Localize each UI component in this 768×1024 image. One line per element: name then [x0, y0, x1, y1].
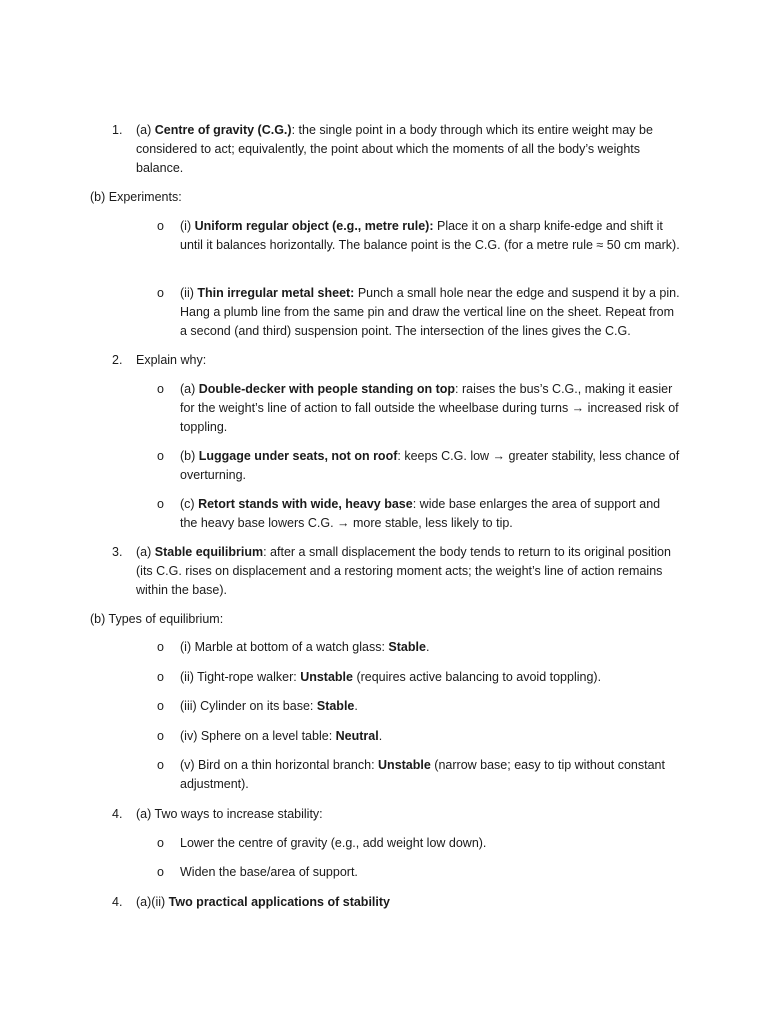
text-body: : raises the bus’s C.G., making it easier for the weight’s line of action to fall outside the wheelbase during turns → increased risk of toppling.: [180, 382, 679, 434]
bullet-text: [180, 638, 680, 657]
bold-term: Unstable: [378, 758, 431, 772]
text-prefix: (i): [180, 219, 195, 233]
text-body: .: [354, 699, 358, 713]
text-prefix: (iii) Cylinder on its base:: [180, 699, 317, 713]
bullet-marker: o: [157, 729, 164, 743]
bold-term: Stable: [388, 640, 426, 654]
section-label-types: (b) Types of equilibrium:: [90, 612, 224, 626]
bold-term: Thin irregular metal sheet:: [197, 286, 355, 300]
bullet-marker: o: [157, 219, 164, 233]
bullet-text: [180, 727, 680, 746]
bold-term: Double-decker with people standing on top: [198, 382, 456, 396]
bullet-marker: o: [157, 670, 164, 684]
bullet-text: Widen the base/area of support.: [180, 865, 358, 879]
bullet-marker: o: [157, 497, 164, 511]
text-body: Punch a small hole near the edge and suspend it by a pin. Hang a plumb line from the same pin and draw the vertical line on the sheet. Repeat from a second (and third) suspension point. The intersection of the lines gives the C.G.: [180, 286, 680, 338]
bold-term: Two practical applications of stability: [168, 895, 390, 909]
text-body: .: [425, 640, 430, 654]
bullet-text: [180, 697, 680, 716]
list-number: 4.: [112, 807, 123, 821]
bullet-marker: o: [157, 286, 164, 300]
bold-term: Neutral: [335, 729, 379, 743]
bold-term: Luggage under seats, not on roof: [198, 449, 398, 463]
section-label-experiments: (b) Experiments:: [90, 190, 182, 204]
text-body: : the single point in a body through which its entire weight may be considered to act; equivalently, the point about which the moments of all the body’s weights balance.: [136, 123, 653, 175]
bullet-marker: o: [157, 699, 164, 713]
list-item-text: (a) Two ways to increase stability:: [136, 807, 323, 821]
text-prefix: (a): [136, 123, 155, 137]
bold-term: Stable: [316, 699, 355, 713]
text-prefix: (ii): [180, 286, 198, 300]
bold-term: Stable equilibrium: [154, 545, 264, 559]
text-prefix: (iv) Sphere on a level table:: [180, 729, 336, 743]
text-prefix: (c): [180, 497, 199, 511]
text-body: Place it on a sharp knife-edge and shift it until it balances horizontally. The balance point is the C.G. (for a metre rule ≈ 50 cm mark).: [180, 219, 680, 252]
bullet-marker: o: [157, 382, 164, 396]
bold-term: Centre of gravity (C.G.): [154, 123, 292, 137]
text-prefix: (a): [136, 545, 155, 559]
text-prefix: (b): [180, 449, 199, 463]
bullet-text: [180, 284, 680, 341]
text-body: : keeps C.G. low → greater stability, less chance of overturning.: [180, 449, 680, 482]
text-prefix: (v) Bird on a thin horizontal branch:: [180, 758, 379, 772]
bullet-marker: o: [157, 758, 164, 772]
list-number: 3.: [112, 545, 123, 559]
bold-term: Uniform regular object (e.g., metre rule):: [194, 219, 434, 233]
text-prefix: (ii) Tight-rope walker:: [180, 670, 301, 684]
list-item-text: [136, 121, 676, 178]
text-body: .: [378, 729, 383, 743]
list-item-text: Explain why:: [136, 353, 207, 367]
text-prefix: (i) Marble at bottom of a watch glass:: [180, 640, 389, 654]
bullet-text: [180, 495, 680, 533]
bullet-text: [180, 668, 680, 687]
bullet-text: [180, 756, 680, 794]
list-item-text: [136, 893, 676, 912]
text-body: : after a small displacement the body tends to return to its original position (its C.G. rises on displacement and a restoring moment acts; the weight’s line of action remains within the base).: [136, 545, 671, 597]
text-body: : wide base enlarges the area of support and the heavy base lowers C.G. → more stable, less likely to tip.: [180, 497, 661, 530]
text-prefix: (a): [180, 382, 199, 396]
text-body: (narrow base; easy to tip without constant adjustment).: [180, 758, 665, 791]
list-number: 1.: [112, 123, 123, 137]
text-prefix: (a)(ii): [136, 895, 169, 909]
bold-term: Unstable: [300, 670, 353, 684]
bullet-text: Lower the centre of gravity (e.g., add weight low down).: [180, 836, 487, 850]
bullet-text: [180, 380, 680, 437]
text-body: (requires active balancing to avoid toppling).: [352, 670, 602, 684]
list-item-text: [136, 543, 676, 600]
bullet-marker: o: [157, 865, 164, 879]
bullet-marker: o: [157, 836, 164, 850]
list-number: 2.: [112, 353, 123, 367]
list-number: 4.: [112, 895, 123, 909]
bold-term: Retort stands with wide, heavy base: [198, 497, 413, 511]
bullet-text: [180, 447, 680, 485]
bullet-marker: o: [157, 449, 164, 463]
bullet-text: [180, 217, 680, 255]
bullet-marker: o: [157, 640, 164, 654]
